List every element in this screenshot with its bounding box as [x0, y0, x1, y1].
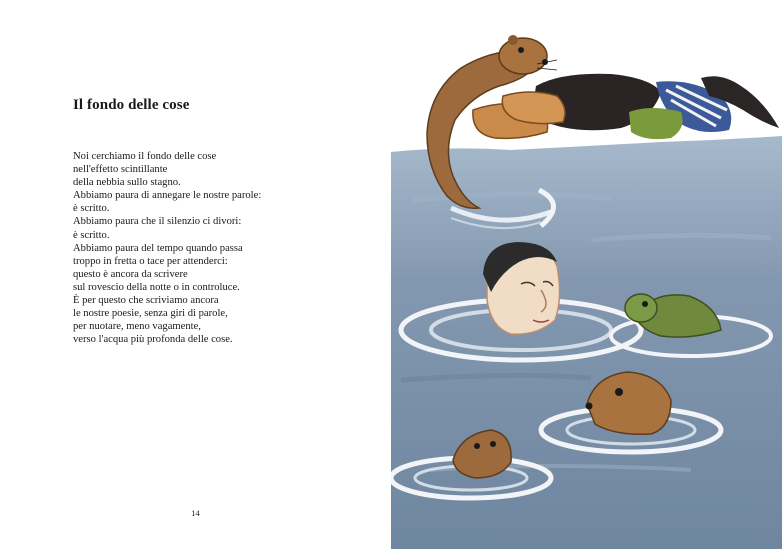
otter-nose — [586, 403, 593, 410]
poem-line: troppo in fretta o tace per attenderci: — [73, 255, 228, 267]
poem-line: le nostre poesie, senza giri di parole, — [73, 308, 228, 320]
poem-line: della nebbia sullo stagno. — [73, 177, 181, 189]
poem-line: sul rovescio della notte o in controluce. — [73, 281, 240, 293]
poem-line: verso l'acqua più profonda delle cose. — [73, 334, 233, 346]
poem-line: è scritto. — [73, 203, 110, 215]
brown-shoes — [473, 92, 565, 138]
turtle-eye — [642, 301, 648, 307]
turtle-head — [625, 294, 657, 322]
watercolor-illustration — [391, 0, 782, 549]
illustration-page — [391, 0, 782, 549]
otter-ear — [508, 35, 518, 45]
poem-line: Noi cerchiamo il fondo delle cose — [73, 151, 217, 162]
poem-line: questo è ancora da scrivere — [73, 268, 188, 280]
poem-line: Abbiamo paura del tempo quando passa — [73, 242, 243, 254]
poem-line: nell'effetto scintillante — [73, 164, 168, 176]
poem-title: Il fondo delle cose — [73, 97, 190, 113]
green-sweater — [629, 108, 683, 139]
poem-line: è scritto. — [73, 229, 110, 241]
clothes-pile — [535, 74, 779, 139]
poem-line: per nuotare, meno vagamente, — [73, 321, 201, 333]
poem-body — [73, 150, 261, 346]
page-number: 14 — [191, 508, 200, 518]
poem-line: È per questo che scriviamo ancora — [73, 295, 219, 307]
poem-line: Abbiamo paura di annegare le nostre parole: — [73, 190, 262, 202]
otter-eye — [490, 441, 496, 447]
otter-eye — [518, 47, 524, 53]
otter-eye — [615, 388, 623, 396]
poem-line: Abbiamo paura che il silenzio ci divori: — [73, 216, 242, 228]
otter-eye — [474, 443, 480, 449]
